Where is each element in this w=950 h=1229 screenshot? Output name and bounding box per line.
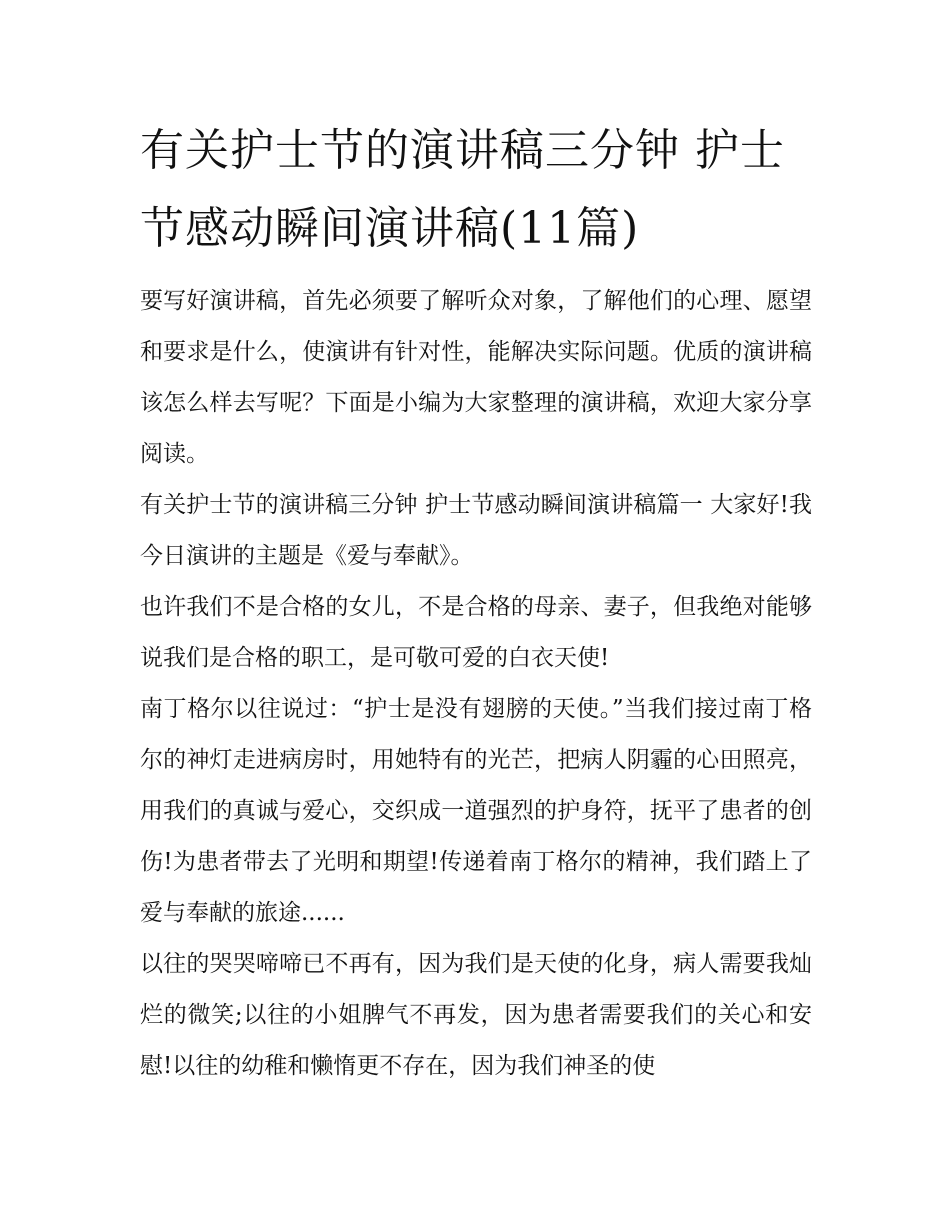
body-paragraph-intro: 要写好演讲稿，首先必须要了解听众对象，了解他们的心理、愿望和要求是什么，使演讲有针对性，能解决实际问题。优质的演讲稿该怎么样去写呢？下面是小编为大家整理的演讲稿，欢迎大家分享阅读。 <box>140 288 812 467</box>
body-paragraph-4: 以往的哭哭啼啼已不再有，因为我们是天使的化身，病人需要我灿烂的微笑;以往的小姐脾气不再发，因为患者需要我们的关心和安慰!以往的幼稚和懒惰更不存在，因为我们神圣的使 <box>140 951 812 1079</box>
body-paragraph-3: 南丁格尔以往说过：“护士是没有翅膀的天使。”当我们接过南丁格尔的神灯走进病房时，用她特有的光芒，把病人阴霾的心田照亮，用我们的真诚与爱心，交织成一道强烈的护身符，抚平了患者的创伤!为患者带去了光明和期望!传递着南丁格尔的精神，我们踏上了爱与奉献的旅途...... <box>140 696 812 926</box>
body-paragraph-1: 有关护士节的演讲稿三分钟 护士节感动瞬间演讲稿篇一 大家好!我今日演讲的主题是《爱与奉献》。 <box>140 492 812 569</box>
document-title: 有关护士节的演讲稿三分钟 护士节感动瞬间演讲稿(11篇) <box>140 125 785 254</box>
body-paragraph-2: 也许我们不是合格的女儿，不是合格的母亲、妻子，但我绝对能够说我们是合格的职工，是可敬可爱的白衣天使! <box>140 594 812 671</box>
document-page <box>140 112 812 1092</box>
